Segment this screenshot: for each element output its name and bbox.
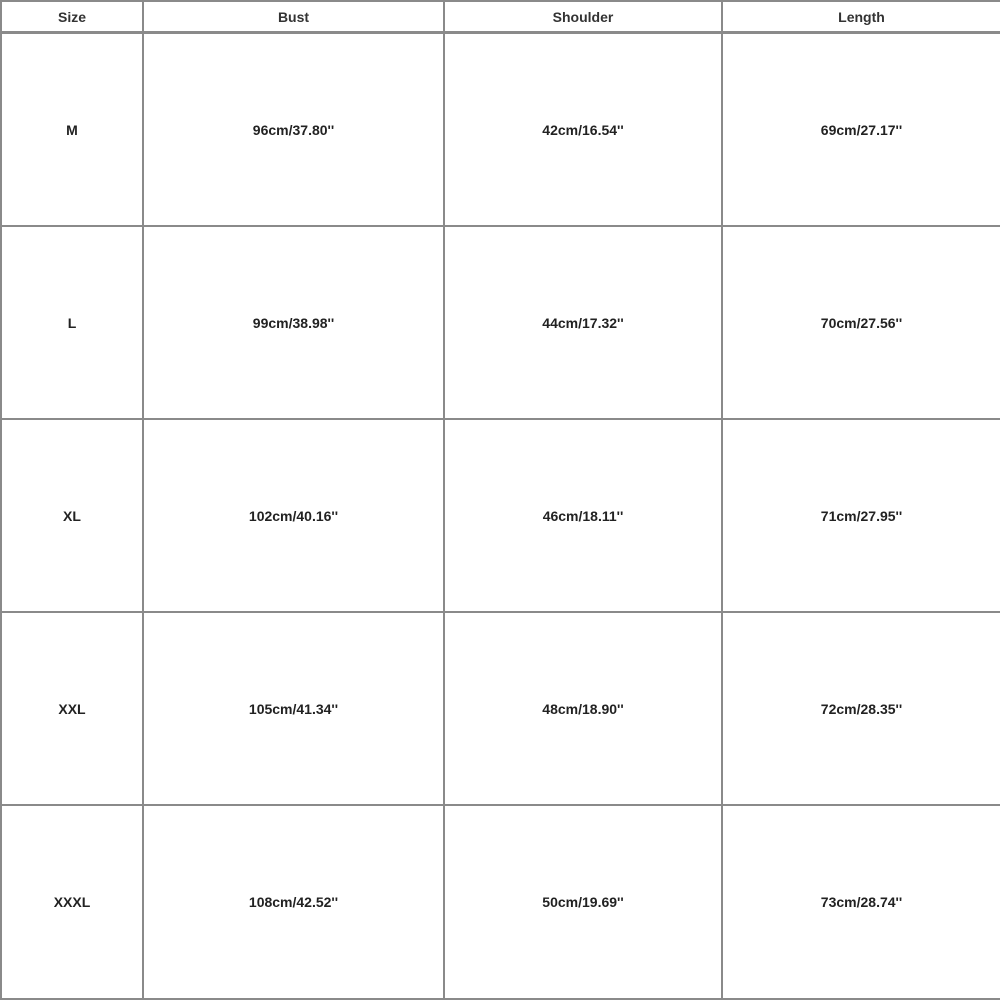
size-cell: XXL (2, 613, 144, 806)
size-cell: XL (2, 420, 144, 613)
table-body (2, 34, 1000, 1000)
size-cell: L (2, 227, 144, 420)
table-row (2, 806, 1000, 1000)
header-length: Length (723, 2, 1000, 34)
bust-cell: 96cm/37.80'' (144, 34, 445, 227)
header-row (2, 2, 1000, 34)
length-cell: 71cm/27.95'' (723, 420, 1000, 613)
bust-cell: 105cm/41.34'' (144, 613, 445, 806)
bust-cell: 108cm/42.52'' (144, 806, 445, 1000)
size-cell: XXXL (2, 806, 144, 1000)
table-row (2, 227, 1000, 420)
length-cell: 69cm/27.17'' (723, 34, 1000, 227)
length-cell: 70cm/27.56'' (723, 227, 1000, 420)
size-cell: M (2, 34, 144, 227)
shoulder-cell: 48cm/18.90'' (445, 613, 723, 806)
table-row (2, 420, 1000, 613)
header-size: Size (2, 2, 144, 34)
bust-cell: 102cm/40.16'' (144, 420, 445, 613)
header-shoulder: Shoulder (445, 2, 723, 34)
table-row (2, 34, 1000, 227)
shoulder-cell: 44cm/17.32'' (445, 227, 723, 420)
shoulder-cell: 50cm/19.69'' (445, 806, 723, 1000)
header-bust: Bust (144, 2, 445, 34)
length-cell: 73cm/28.74'' (723, 806, 1000, 1000)
table-header (2, 2, 1000, 34)
shoulder-cell: 46cm/18.11'' (445, 420, 723, 613)
length-cell: 72cm/28.35'' (723, 613, 1000, 806)
shoulder-cell: 42cm/16.54'' (445, 34, 723, 227)
table-row (2, 613, 1000, 806)
bust-cell: 99cm/38.98'' (144, 227, 445, 420)
